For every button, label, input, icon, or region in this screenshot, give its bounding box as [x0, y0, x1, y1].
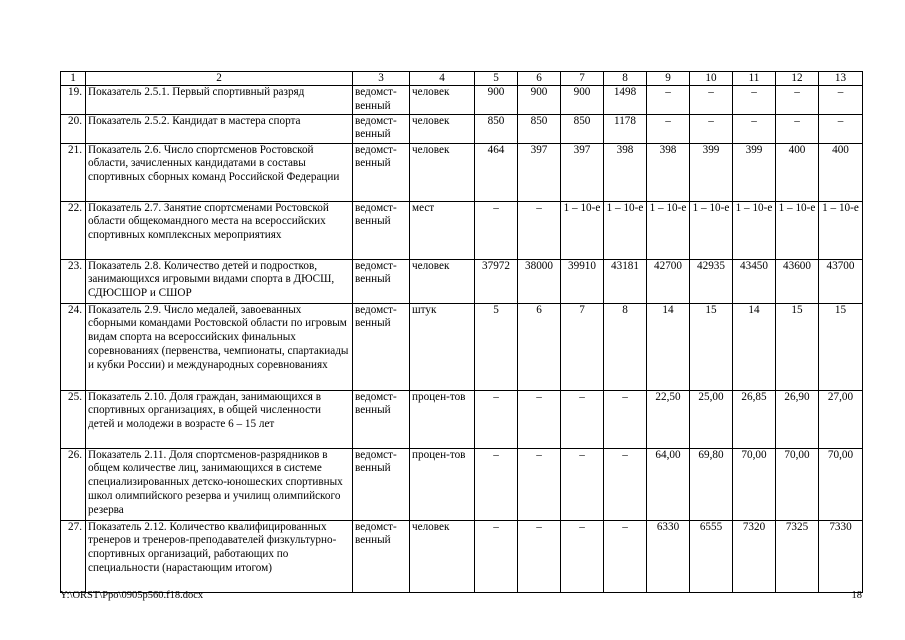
value-cell: – — [561, 520, 604, 592]
value-cell: 900 — [475, 86, 518, 115]
value-cell: 1 – 10-е — [690, 201, 733, 259]
indicator-name: Показатель 2.5.2. Кандидат в мастера спорта — [86, 114, 353, 143]
value-cell: 1498 — [604, 86, 647, 115]
value-cell: 15 — [776, 303, 819, 390]
unit: человек — [410, 86, 475, 115]
value-cell: 1178 — [604, 114, 647, 143]
value-cell: 25,00 — [690, 390, 733, 448]
value-cell: 15 — [690, 303, 733, 390]
value-cell: – — [518, 520, 561, 592]
data-source: ведомст-венный — [353, 143, 410, 201]
value-cell: 850 — [561, 114, 604, 143]
header-cell: 13 — [819, 72, 863, 86]
value-cell: 22,50 — [647, 390, 690, 448]
value-cell: 399 — [733, 143, 776, 201]
row-number: 26. — [61, 448, 86, 520]
value-cell: 1 – 10-е — [819, 201, 863, 259]
value-cell: – — [475, 201, 518, 259]
value-cell: 400 — [819, 143, 863, 201]
value-cell: – — [733, 114, 776, 143]
value-cell: – — [518, 390, 561, 448]
value-cell: 464 — [475, 143, 518, 201]
indicator-name: Показатель 2.8. Количество детей и подростков, занимающихся игровыми видами спорта в ДЮСШ, СДЮСШОР и СШОР — [86, 259, 353, 303]
value-cell: – — [604, 390, 647, 448]
table-row — [61, 114, 863, 143]
value-cell: 26,85 — [733, 390, 776, 448]
value-cell: 1 – 10-е — [776, 201, 819, 259]
table-row — [61, 303, 863, 390]
unit: человек — [410, 143, 475, 201]
value-cell: 70,00 — [819, 448, 863, 520]
row-number: 27. — [61, 520, 86, 592]
value-cell: – — [733, 86, 776, 115]
unit: человек — [410, 520, 475, 592]
unit: процен-тов — [410, 390, 475, 448]
value-cell: 14 — [733, 303, 776, 390]
data-source: ведомст-венный — [353, 86, 410, 115]
value-cell: 6 — [518, 303, 561, 390]
indicator-name: Показатель 2.12. Количество квалифицированных тренеров и тренеров-преподавателей физкультурно-спортивных организаций, работающих по специальности (нарастающим итогом) — [86, 520, 353, 592]
header-cell: 12 — [776, 72, 819, 86]
value-cell: 39910 — [561, 259, 604, 303]
unit: процен-тов — [410, 448, 475, 520]
row-number: 19. — [61, 86, 86, 115]
table-row — [61, 259, 863, 303]
value-cell: 6330 — [647, 520, 690, 592]
header-cell: 9 — [647, 72, 690, 86]
header-cell: 10 — [690, 72, 733, 86]
value-cell: 850 — [518, 114, 561, 143]
value-cell: – — [819, 114, 863, 143]
value-cell: – — [690, 114, 733, 143]
value-cell: – — [776, 86, 819, 115]
data-source: ведомст-венный — [353, 448, 410, 520]
value-cell: – — [819, 86, 863, 115]
value-cell: 7330 — [819, 520, 863, 592]
value-cell: 27,00 — [819, 390, 863, 448]
value-cell: 26,90 — [776, 390, 819, 448]
value-cell: 7325 — [776, 520, 819, 592]
indicator-name: Показатель 2.11. Доля спортсменов-разрядников в общем количестве лиц, занимающихся в системе специализированных детско-юношеских спортивных школ олимпийского резерва и училищ олимпийского резерва — [86, 448, 353, 520]
row-number: 23. — [61, 259, 86, 303]
value-cell: 8 — [604, 303, 647, 390]
row-number: 25. — [61, 390, 86, 448]
value-cell: 397 — [518, 143, 561, 201]
value-cell: 1 – 10-е — [733, 201, 776, 259]
value-cell: 7 — [561, 303, 604, 390]
indicator-name: Показатель 2.7. Занятие спортсменами Ростовской области общекомандного места на всероссийских спортивных комплексных мероприятиях — [86, 201, 353, 259]
indicator-name: Показатель 2.5.1. Первый спортивный разряд — [86, 86, 353, 115]
unit: мест — [410, 201, 475, 259]
unit: человек — [410, 259, 475, 303]
row-number: 21. — [61, 143, 86, 201]
value-cell: 42700 — [647, 259, 690, 303]
value-cell: 43600 — [776, 259, 819, 303]
data-source: ведомст-венный — [353, 520, 410, 592]
value-cell: 399 — [690, 143, 733, 201]
data-source: ведомст-венный — [353, 201, 410, 259]
value-cell: 400 — [776, 143, 819, 201]
value-cell: 1 – 10-е — [647, 201, 690, 259]
data-source: ведомст-венный — [353, 114, 410, 143]
header-cell: 2 — [86, 72, 353, 86]
value-cell: – — [475, 520, 518, 592]
value-cell: 900 — [518, 86, 561, 115]
header-cell: 5 — [475, 72, 518, 86]
value-cell: 38000 — [518, 259, 561, 303]
unit: штук — [410, 303, 475, 390]
value-cell: – — [518, 448, 561, 520]
value-cell: 398 — [604, 143, 647, 201]
value-cell: 15 — [819, 303, 863, 390]
row-number: 24. — [61, 303, 86, 390]
value-cell: 64,00 — [647, 448, 690, 520]
value-cell: – — [561, 390, 604, 448]
value-cell: 7320 — [733, 520, 776, 592]
row-number: 20. — [61, 114, 86, 143]
value-cell: 70,00 — [733, 448, 776, 520]
header-cell: 7 — [561, 72, 604, 86]
header-cell: 6 — [518, 72, 561, 86]
value-cell: 37972 — [475, 259, 518, 303]
indicator-name: Показатель 2.6. Число спортсменов Ростовской области, зачисленных кандидатами в составы спортивных сборных команд Российской Федерации — [86, 143, 353, 201]
value-cell: – — [604, 520, 647, 592]
footer-page-number: 18 — [851, 590, 862, 601]
table-row — [61, 86, 863, 115]
table-row — [61, 390, 863, 448]
value-cell: 43700 — [819, 259, 863, 303]
value-cell: – — [776, 114, 819, 143]
value-cell: 900 — [561, 86, 604, 115]
value-cell: – — [647, 86, 690, 115]
value-cell: – — [604, 448, 647, 520]
header-cell: 1 — [61, 72, 86, 86]
indicator-name: Показатель 2.10. Доля граждан, занимающихся в спортивных организациях, в общей численности детей и молодежи в возрасте 6 – 15 лет — [86, 390, 353, 448]
value-cell: 14 — [647, 303, 690, 390]
value-cell: 398 — [647, 143, 690, 201]
value-cell: – — [518, 201, 561, 259]
data-source: ведомст-венный — [353, 303, 410, 390]
value-cell: – — [475, 390, 518, 448]
data-source: ведомст-венный — [353, 259, 410, 303]
value-cell: – — [690, 86, 733, 115]
table-row — [61, 520, 863, 592]
value-cell: 850 — [475, 114, 518, 143]
value-cell: – — [647, 114, 690, 143]
footer-file-path: Y:\ORST\Ppo\0905p560.f18.docx — [60, 590, 204, 601]
value-cell: 1 – 10-е — [604, 201, 647, 259]
value-cell: 43450 — [733, 259, 776, 303]
value-cell: 70,00 — [776, 448, 819, 520]
data-source: ведомст-венный — [353, 390, 410, 448]
unit: человек — [410, 114, 475, 143]
value-cell: 5 — [475, 303, 518, 390]
header-row — [61, 72, 863, 86]
value-cell: 1 – 10-е — [561, 201, 604, 259]
value-cell: 43181 — [604, 259, 647, 303]
indicator-name: Показатель 2.9. Число медалей, завоеванных сборными командами Ростовской области по игровым видам спорта на всероссийских финальных соревнованиях (первенства, чемпионаты, спартакиады и кубки России) и международных соревнованиях — [86, 303, 353, 390]
table-row — [61, 143, 863, 201]
indicators-table — [60, 71, 863, 593]
value-cell: 69,80 — [690, 448, 733, 520]
value-cell: 397 — [561, 143, 604, 201]
table-row — [61, 448, 863, 520]
header-cell: 11 — [733, 72, 776, 86]
header-cell: 3 — [353, 72, 410, 86]
value-cell: – — [561, 448, 604, 520]
value-cell: 6555 — [690, 520, 733, 592]
value-cell: – — [475, 448, 518, 520]
table-row — [61, 201, 863, 259]
row-number: 22. — [61, 201, 86, 259]
header-cell: 4 — [410, 72, 475, 86]
value-cell: 42935 — [690, 259, 733, 303]
header-cell: 8 — [604, 72, 647, 86]
